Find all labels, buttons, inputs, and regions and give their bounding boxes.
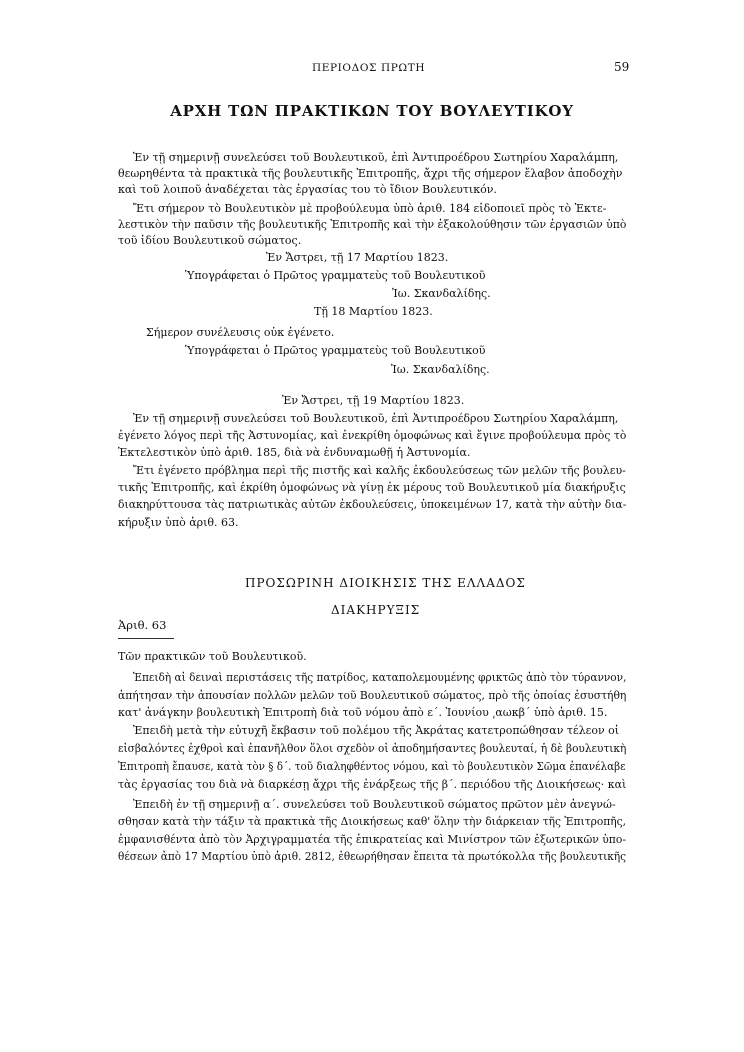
text-line: τικῆς Ἐπιτροπῆς, καὶ ἐκρίθη ὁμοφώνως νὰ γίνῃ ἐκ μέρους τοῦ Βουλευτικοῦ μία διακήρυξις	[118, 481, 626, 494]
signature-name: Ἰω. Σκανδαλίδης.	[392, 287, 491, 300]
text-line: κατ' ἀνάγκην βουλευτικὴ Ἐπιτροπὴ διὰ τοῦ νόμου ἀπὸ ε΄. Ἰουνίου ͵αωκβ΄ ὑπὸ ἀριθ. 15.	[118, 706, 608, 719]
text-line: θεωρηθέντα τὰ πρακτικὰ τῆς βουλευτικῆς Ἐπιτροπῆς, ἄχρι τῆς σήμερον ἔλαβον ἀποδοχὴν	[118, 167, 623, 180]
text-line: Ἐν τῇ σημερινῇ συνελεύσει τοῦ Βουλευτικοῦ, ἐπὶ Ἀντιπροέδρου Σωτηρίου Χαραλάμπη,	[133, 151, 619, 164]
section-title: ΠΡΟΣΩΡΙΝΗ ΔΙΟΙΚΗΣΙΣ ΤΗΣ ΕΛΛΑΔΟΣ	[245, 576, 526, 590]
text-line: ἀπήτησαν τὴν ἀπουσίαν πολλῶν μελῶν τοῦ Βουλευτικοῦ σώματος, πρὸ τῆς ὁποίας ἐσυστήθη	[118, 689, 627, 702]
text-line: σθησαν κατὰ τὴν τάξιν τὰ πρακτικὰ τῆς Διοικήσεως καθ' ὅλην τὴν διάρκειαν τῆς Ἐπιτροπῆς,	[118, 815, 627, 828]
page-title: ΑΡΧΗ ΤΩΝ ΠΡΑΚΤΙΚΩΝ ΤΟΥ ΒΟΥΛΕΥΤΙΚΟΥ	[170, 102, 574, 120]
section-subtitle: ΔΙΑΚΗΡΥΞΙΣ	[331, 603, 421, 617]
text-line: θέσεων ἀπὸ 17 Μαρτίου ὑπὸ ἀριθ. 2812, ἐθεωρήθησαν ἔπειτα τὰ πρωτόκολλα τῆς βουλευτικῆς	[118, 850, 627, 863]
text-line: καὶ τοῦ λοιποῦ ἀναδέχεται τὰς ἐργασίας του τὸ ἴδιον Βουλευτικόν.	[118, 183, 497, 196]
text-line: Ἐπειδὴ ἐν τῇ σημερινῇ α΄. συνελεύσει τοῦ Βουλευτικοῦ σώματος πρῶτον μὲν ἀνεγνώ-	[133, 798, 616, 811]
signature-line: Ὑπογράφεται ὁ Πρῶτος γραμματεὺς τοῦ Βουλευτικοῦ	[185, 269, 486, 282]
text-line: Ἐπιτροπὴ ἔπαυσε, κατὰ τὸν § δ΄. τοῦ διαληφθέντος νόμου, καὶ τὸ βουλευτικὸν Σῶμα ἐπανέλαβε	[118, 760, 626, 773]
text-line: Ἐν τῇ σημερινῇ συνελεύσει τοῦ Βουλευτικοῦ, ἐπὶ Ἀντιπροέδρου Σωτηρίου Χαραλάμπη,	[133, 412, 619, 425]
divider-rule	[118, 638, 174, 639]
text-line: Τῶν πρακτικῶν τοῦ Βουλευτικοῦ.	[118, 650, 307, 663]
text-line: Ἐπειδὴ αἱ δειναὶ περιστάσεις τῆς πατρίδος, καταπολεμουμένης φρικτῶς ἀπὸ τὸν τύραννον,	[133, 671, 627, 684]
document-number: Ἀριθ. 63	[118, 618, 167, 632]
text-line: Ἐκτελεστικὸν ὑπὸ ἀριθ. 185, διὰ νὰ ἐνδυναμωθῇ ἡ Ἀστυνομία.	[118, 446, 471, 459]
dateline: Ἐν Ἄστρει, τῇ 17 Μαρτίου 1823.	[266, 251, 449, 264]
running-header: ΠΕΡΙΟΔΟΣ ΠΡΩΤΗ	[312, 62, 426, 74]
text-line: λεστικὸν τὴν παῦσιν τῆς βουλευτικῆς Ἐπιτροπῆς καὶ τὴν ἐξακολούθησιν τῶν ἐργασιῶν ὑπὸ	[118, 218, 627, 231]
page-number: 59	[614, 60, 630, 74]
dateline: Τῇ 18 Μαρτίου 1823.	[314, 305, 433, 318]
text-line: τοῦ ἰδίου Βουλευτικοῦ σώματος.	[118, 234, 302, 247]
text-line: Ἔτι ἐγένετο πρόβλημα περὶ τῆς πιστῆς καὶ καλῆς ἐκδουλεύσεως τῶν μελῶν τῆς βουλευ-	[133, 464, 626, 477]
signature-name: Ἰω. Σκανδαλίδης.	[391, 363, 490, 376]
text-line: ἐγένετο λόγος περὶ τῆς Ἀστυνομίας, καὶ ἐνεκρίθη ὁμοφώνως καὶ ἔγινε προβούλευμα πρὸς τὸ	[118, 429, 627, 442]
text-line: διακηρύττουσα τὰς πατριωτικὰς αὐτῶν ἐκδουλεύσεις, ὑποκειμένων 17, κατὰ τὴν αὐτὴν δια-	[118, 498, 627, 511]
dateline: Ἐν Ἄστρει, τῇ 19 Μαρτίου 1823.	[282, 394, 465, 407]
text-line: Σήμερον συνέλευσις οὐκ ἐγένετο.	[146, 326, 335, 339]
text-line: εἰσβαλόντες ἐχθροὶ καὶ ἐπανῆλθον ὅλοι σχεδὸν οἱ ἀποδημήσαντες βουλευταί, ἡ δὲ βουλευτικὴ	[118, 742, 627, 755]
text-line: κήρυξιν ὑπὸ ἀριθ. 63.	[118, 516, 239, 529]
signature-line: Ὑπογράφεται ὁ Πρῶτος γραμματεὺς τοῦ Βουλευτικοῦ	[185, 344, 486, 357]
text-line: τὰς ἐργασίας του διὰ νὰ διαρκέσῃ ἄχρι τῆς ἐνάρξεως τῆς β΄. περιόδου τῆς Διοικήσεως· καὶ	[118, 778, 627, 791]
text-line: Ἐπειδὴ μετὰ τὴν εὐτυχῆ ἔκβασιν τοῦ πολέμου τῆς Ἀκράτας κατετροπώθησαν τέλεον οἱ	[133, 724, 620, 737]
text-line: Ἔτι σήμερον τὸ Βουλευτικὸν μὲ προβούλευμα ὑπὸ ἀριθ. 184 εἰδοποιεῖ πρὸς τὸ Ἐκτε-	[133, 202, 607, 215]
text-line: ἐμφανισθέντα ἀπὸ τὸν Ἀρχιγραμματέα τῆς ἐπικρατείας καὶ Μινίστρον τῶν ἐξωτερικῶν ὑπο-	[118, 833, 626, 846]
